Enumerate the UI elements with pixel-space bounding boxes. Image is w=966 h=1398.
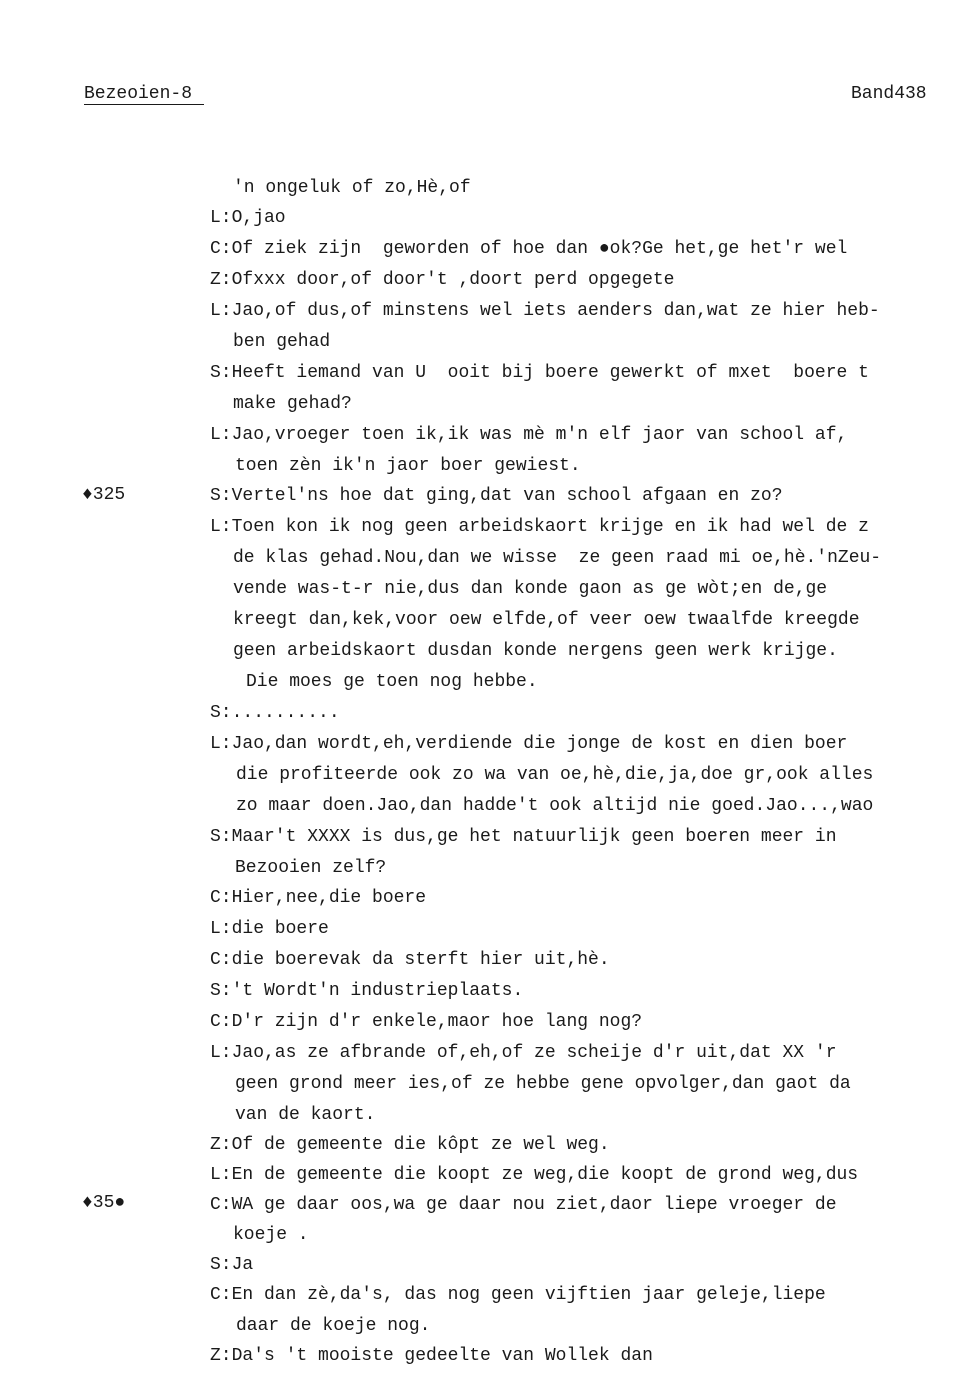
transcript-line: make gehad? bbox=[233, 394, 352, 414]
transcript-line: Bezooien zelf? bbox=[235, 858, 387, 878]
transcript-line: 'n ongeluk of zo,Hè,of bbox=[233, 178, 471, 198]
transcript-line: geen arbeidskaort dusdan konde nergens geen werk krijge. bbox=[233, 641, 838, 661]
transcript-line: C:Of ziek zijn geworden of hoe dan ●ok?Ge het,ge het'r wel bbox=[210, 239, 848, 259]
header-right: Band438 bbox=[851, 84, 927, 104]
transcript-line: zo maar doen.Jao,dan hadde't ook altijd nie goed.Jao...,wao bbox=[236, 796, 874, 816]
transcript-line: geen grond meer ies,of ze hebbe gene opvolger,dan gaot da bbox=[235, 1074, 851, 1094]
transcript-line: de klas gehad.Nou,dan we wisse ze geen raad mi oe,hè.'nZeu- bbox=[233, 548, 882, 568]
transcript-line: C:WA ge daar oos,wa ge daar nou ziet,daor liepe vroeger de bbox=[210, 1195, 837, 1215]
transcript-line: Z:Of de gemeente die kôpt ze wel weg. bbox=[210, 1135, 610, 1155]
transcript-line: L:Jao,of dus,of minstens wel iets aenders dan,wat ze hier heb- bbox=[210, 301, 880, 321]
transcript-line: S:.......... bbox=[210, 703, 340, 723]
transcript-line: L:Jao,vroeger toen ik,ik was mè m'n elf jaor van school af, bbox=[210, 425, 848, 445]
transcript-line: Z:Ofxxx door,of door't ,doort perd opgegete bbox=[210, 270, 675, 290]
transcript-line: C:En dan zè,da's, das nog geen vijftien jaar geleje,liepe bbox=[210, 1285, 826, 1305]
transcript-line: L:die boere bbox=[210, 919, 329, 939]
transcript-line: vende was-t-r nie,dus dan konde gaon as ge wòt;en de,ge bbox=[233, 579, 828, 599]
transcript-line: daar de koeje nog. bbox=[236, 1316, 431, 1336]
transcript-line: L:Toen kon ik nog geen arbeidskaort krijge en ik had wel de z bbox=[210, 517, 869, 537]
transcript-line: koeje . bbox=[233, 1225, 309, 1245]
transcript-line: L:En de gemeente die koopt ze weg,die koopt de grond weg,dus bbox=[210, 1165, 859, 1185]
transcript-line: toen zèn ik'n jaor boer gewiest. bbox=[235, 456, 581, 476]
transcript-line: L:O,jao bbox=[210, 208, 286, 228]
transcript-line: S:Ja bbox=[210, 1255, 254, 1275]
transcript-line: S:Heeft iemand van U ooit bij boere gewerkt of mxet boere t bbox=[210, 363, 869, 383]
transcript-line: S:Maar't XXXX is dus,ge het natuurlijk geen boeren meer in bbox=[210, 827, 837, 847]
transcript-line: L:Jao,as ze afbrande of,eh,of ze scheije d'r uit,dat XX 'r bbox=[210, 1043, 837, 1063]
margin-line-number: ♦35● bbox=[82, 1193, 126, 1213]
transcript-line: L:Jao,dan wordt,eh,verdiende die jonge de kost en dien boer bbox=[210, 734, 848, 754]
transcript-line: die profiteerde ook zo wa van oe,hè,die,ja,doe gr,ook alles bbox=[236, 765, 874, 785]
transcript-line: van de kaort. bbox=[235, 1105, 376, 1125]
transcript-line: kreegt dan,kek,voor oew elfde,of veer oew twaalfde kreegde bbox=[233, 610, 860, 630]
header-left: Bezeoien-8 bbox=[84, 84, 204, 105]
transcript-line: Die moes ge toen nog hebbe. bbox=[246, 672, 538, 692]
transcript-line: Z:Da's 't mooiste gedeelte van Wollek dan bbox=[210, 1346, 653, 1366]
transcript-line: ben gehad bbox=[233, 332, 331, 352]
transcript-line: S:Vertel'ns hoe dat ging,dat van school afgaan en zo? bbox=[210, 486, 783, 506]
transcript-line: C:die boerevak da sterft hier uit,hè. bbox=[210, 950, 610, 970]
transcript-line: C:D'r zijn d'r enkele,maor hoe lang nog? bbox=[210, 1012, 643, 1032]
transcript-line: S:'t Wordt'n industrieplaats. bbox=[210, 981, 524, 1001]
transcript-line: C:Hier,nee,die boere bbox=[210, 888, 427, 908]
margin-line-number: ♦325 bbox=[82, 485, 126, 505]
